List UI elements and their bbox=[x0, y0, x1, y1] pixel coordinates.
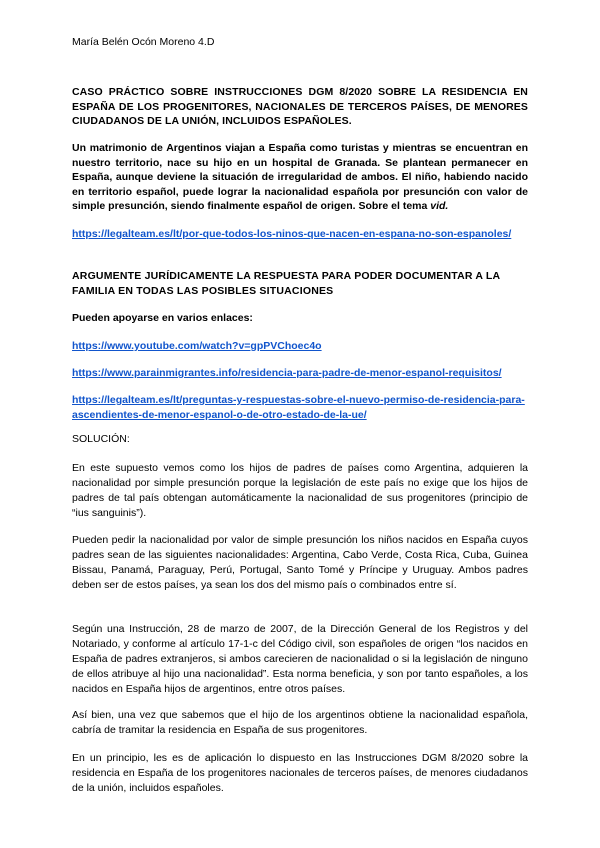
link-item bbox=[72, 339, 528, 354]
solution-paragraph: Pueden pedir la nacionalidad por valor de simple presunción los niños nacidos en España cuyos padres sean de las siguientes nacionalidades: Argentina, Cabo Verde, Costa Rica, Cuba, Guinea Bissau, Panamá, Paraguay, Perú, Portugal, Santo Tomé y Príncipe y Uruguay. Ambos padres deben ser de estos países, ya sean los dos del mismo país o combinados entre sí. bbox=[72, 534, 528, 591]
solution-paragraph: Así bien, una vez que sabemos que el hijo de los argentinos obtiene la nacionalidad española, cabría de tramitar la residencia en España de sus progenitores. bbox=[72, 709, 528, 736]
legalteam-link[interactable]: https://legalteam.es/lt/por-que-todos-los-ninos-que-nacen-en-espana-no-son-espanoles/ bbox=[72, 228, 512, 240]
parainmigrantes-link[interactable]: https://www.parainmigrantes.info/residencia-para-padre-de-menor-espanol-requisitos/ bbox=[72, 367, 502, 379]
legalteam-permiso-link[interactable]: https://legalteam.es/lt/preguntas-y-respuestas-sobre-el-nuevo-permiso-de-residencia-para-ascendientes-de-menor-espanol-o-de-otro-estado-de-la-ue/ bbox=[72, 394, 525, 421]
case-statement bbox=[72, 141, 528, 214]
link-item bbox=[72, 366, 528, 381]
vid-abbreviation: vid. bbox=[430, 200, 449, 212]
solution-paragraph: En este supuesto vemos como los hijos de padres de países como Argentina, adquieren la nacionalidad por simple presunción porque la legislación de este país no exige que los hijos de padres de tal país obtengan automáticamente la nacionalidad de sus progenitores (principio de “ius sanguinis”). bbox=[72, 462, 528, 519]
question-heading: ARGUMENTE JURÍDICAMENTE LA RESPUESTA PARA PODER DOCUMENTAR A LA FAMILIA EN TODAS LAS POSIBLES SITUACIONES bbox=[72, 270, 500, 297]
links-intro: Pueden apoyarse en varios enlaces: bbox=[72, 312, 253, 324]
solution-paragraph: En un principio, les es de aplicación lo dispuesto en las Instrucciones DGM 8/2020 sobre la residencia en España de los progenitores nacionales de terceros países, de menores ciudadanos de la unión, incluidos españoles. bbox=[72, 752, 528, 794]
solution-label: SOLUCIÓN: bbox=[72, 433, 130, 445]
link-item bbox=[72, 393, 528, 422]
case-statement-text: Un matrimonio de Argentinos viajan a España como turistas y mientras se encuentran en nuestro territorio, nace su hijo en un hospital de Granada. Se plantean permanecer en España, aunque deviene la situación de irregularidad de ambos. El niño, habiendo nacido en territorio español, puede lograr la nacionalidad española por presunción con valor de simple presunción, siendo finalmente español de origen. Sobre el tema bbox=[72, 142, 528, 212]
youtube-link[interactable]: https://www.youtube.com/watch?v=gpPVChoec4o bbox=[72, 340, 322, 352]
solution-paragraph: Según una Instrucción, 28 de marzo de 2007, de la Dirección General de los Registros y del Notariado, y conforme al artículo 17-1-c del Código civil, son españoles de origen “los nacidos en España de padres extranjeros, si ambos carecieren de nacionalidad o si la legislación de ninguno de ellos atribuye al hijo una nacionalidad”. Esta norma beneficia, y son por tanto españoles, a los nacidos en España hijos de argentinos, entre otros países. bbox=[72, 623, 528, 695]
author-line: María Belén Ocón Moreno 4.D bbox=[72, 36, 215, 48]
document-title: CASO PRÁCTICO SOBRE INSTRUCCIONES DGM 8/2020 SOBRE LA RESIDENCIA EN ESPAÑA DE LOS PROGENITORES, NACIONALES DE TERCEROS PAÍSES, DE MENORES CIUDADANOS DE LA UNIÓN, INCLUIDOS ESPAÑOLES. bbox=[72, 86, 528, 127]
case-statement-link-block bbox=[72, 227, 528, 242]
